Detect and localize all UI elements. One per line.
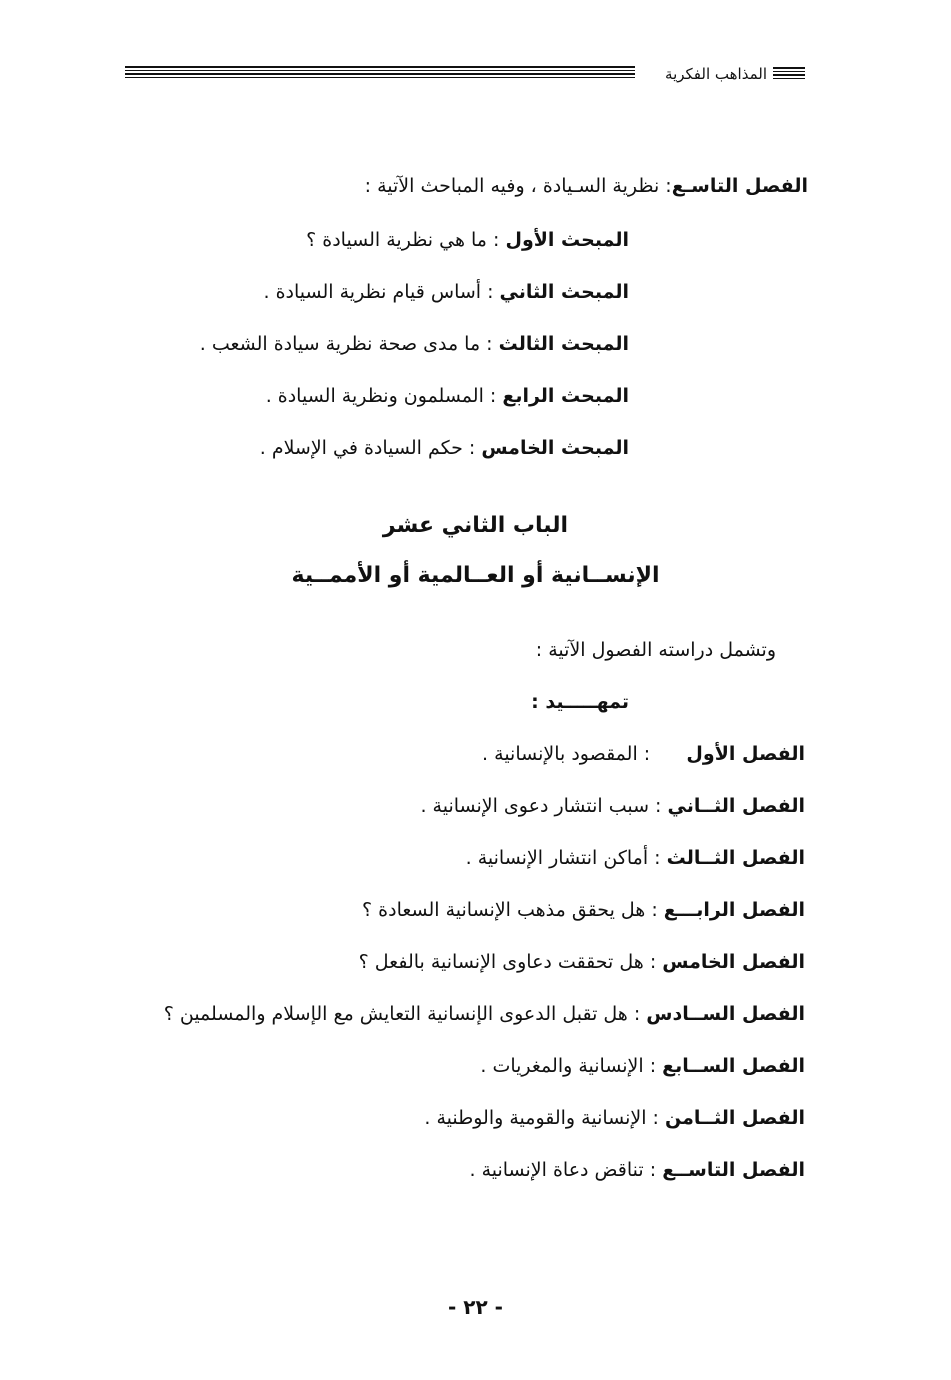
section9-item [266, 382, 629, 410]
chapter12-item-label: الفصل الأول [686, 743, 805, 765]
section9-intro-label: الفصل التاسـع [671, 175, 808, 197]
header-title: المذاهب الفكرية [665, 65, 767, 83]
chapter12-item-text: : الإنسانية والقومية والوطنية . [424, 1107, 665, 1129]
section9-item-label: المبحث الخامس [481, 437, 629, 459]
chapter12-item [469, 1156, 805, 1184]
section9-intro-text: : نظرية السـيادة ، وفيه المباحث الآتية : [364, 175, 672, 197]
chapter-intro: وتشمل دراسته الفصول الآتية : [535, 639, 776, 661]
chapter12-item-label: الفصل التاســع [662, 1159, 805, 1181]
chapter12-item-text: : تناقض دعاة الإنسانية . [469, 1159, 663, 1181]
chapter-title: الباب الثاني عشر [382, 513, 569, 538]
chapter12-item-label: الفصل الثــالث [666, 847, 805, 869]
section9-item-text: : ما هي نظرية السيادة ؟ [306, 229, 506, 251]
section9-intro [365, 172, 808, 200]
section9-item-label: المبحث الرابع [502, 385, 629, 407]
chapter12-item-text: : المقصود بالإنسانية . [482, 743, 687, 765]
chapter12-item [424, 1104, 805, 1132]
section9-item-label: المبحث الثالث [498, 333, 629, 355]
chapter12-item [359, 948, 805, 976]
section9-item-text: : أساس قيام نظرية السيادة . [263, 281, 500, 303]
section9-item [260, 434, 629, 462]
chapter12-item-text: : هل تحققت دعاوى الإنسانية بالفعل ؟ [358, 951, 663, 973]
header-ornament [773, 67, 805, 83]
chapter-subtitle: الإنســانية أو العــالمية أو الأممــية [291, 563, 660, 588]
section9-item-text: : المسلمون ونظرية السيادة . [265, 385, 503, 407]
chapter12-item [362, 896, 805, 924]
chapter12-item [466, 844, 805, 872]
chapter-preface: تمهـــــيد : [531, 691, 629, 713]
chapter12-item [420, 792, 805, 820]
section9-item [264, 278, 629, 306]
running-header [125, 62, 805, 88]
chapter12-item-label: الفصل الرابـــع [663, 899, 805, 921]
chapter12-item-label: الفصل الثــامن [664, 1107, 805, 1129]
chapter12-item-label: الفصل الســابع [662, 1055, 805, 1077]
chapter12-item-text: : هل يحقق مذهب الإنسانية السعادة ؟ [362, 899, 664, 921]
chapter12-item [482, 740, 805, 768]
page-number: - ٢٢ - [448, 1295, 503, 1319]
header-rule-lines [125, 66, 635, 82]
section9-item-label: المبحث الثاني [499, 281, 629, 303]
section9-item [306, 226, 629, 254]
section9-item-text: : حكم السيادة في الإسلام . [259, 437, 482, 459]
section9-item-text: : ما مدى صحة نظرية سيادة الشعب . [199, 333, 499, 355]
section9-item-label: المبحث الأول [505, 229, 629, 251]
chapter12-item [164, 1000, 805, 1028]
chapter12-item-label: الفصل الخامس [662, 951, 805, 973]
section9-item [200, 330, 629, 358]
chapter12-item [480, 1052, 805, 1080]
chapter12-item-label: الفصل الثــاني [667, 795, 805, 817]
chapter12-item-label: الفصل الســادس [646, 1003, 805, 1025]
chapter12-item-text: : هل تقبل الدعوى الإنسانية التعايش مع الإسلام والمسلمين ؟ [163, 1003, 647, 1025]
chapter12-item-text: : سبب انتشار دعوى الإنسانية . [420, 795, 668, 817]
chapter12-item-text: : أماكن انتشار الإنسانية . [465, 847, 667, 869]
chapter12-item-text: : الإنسانية والمغريات . [480, 1055, 663, 1077]
